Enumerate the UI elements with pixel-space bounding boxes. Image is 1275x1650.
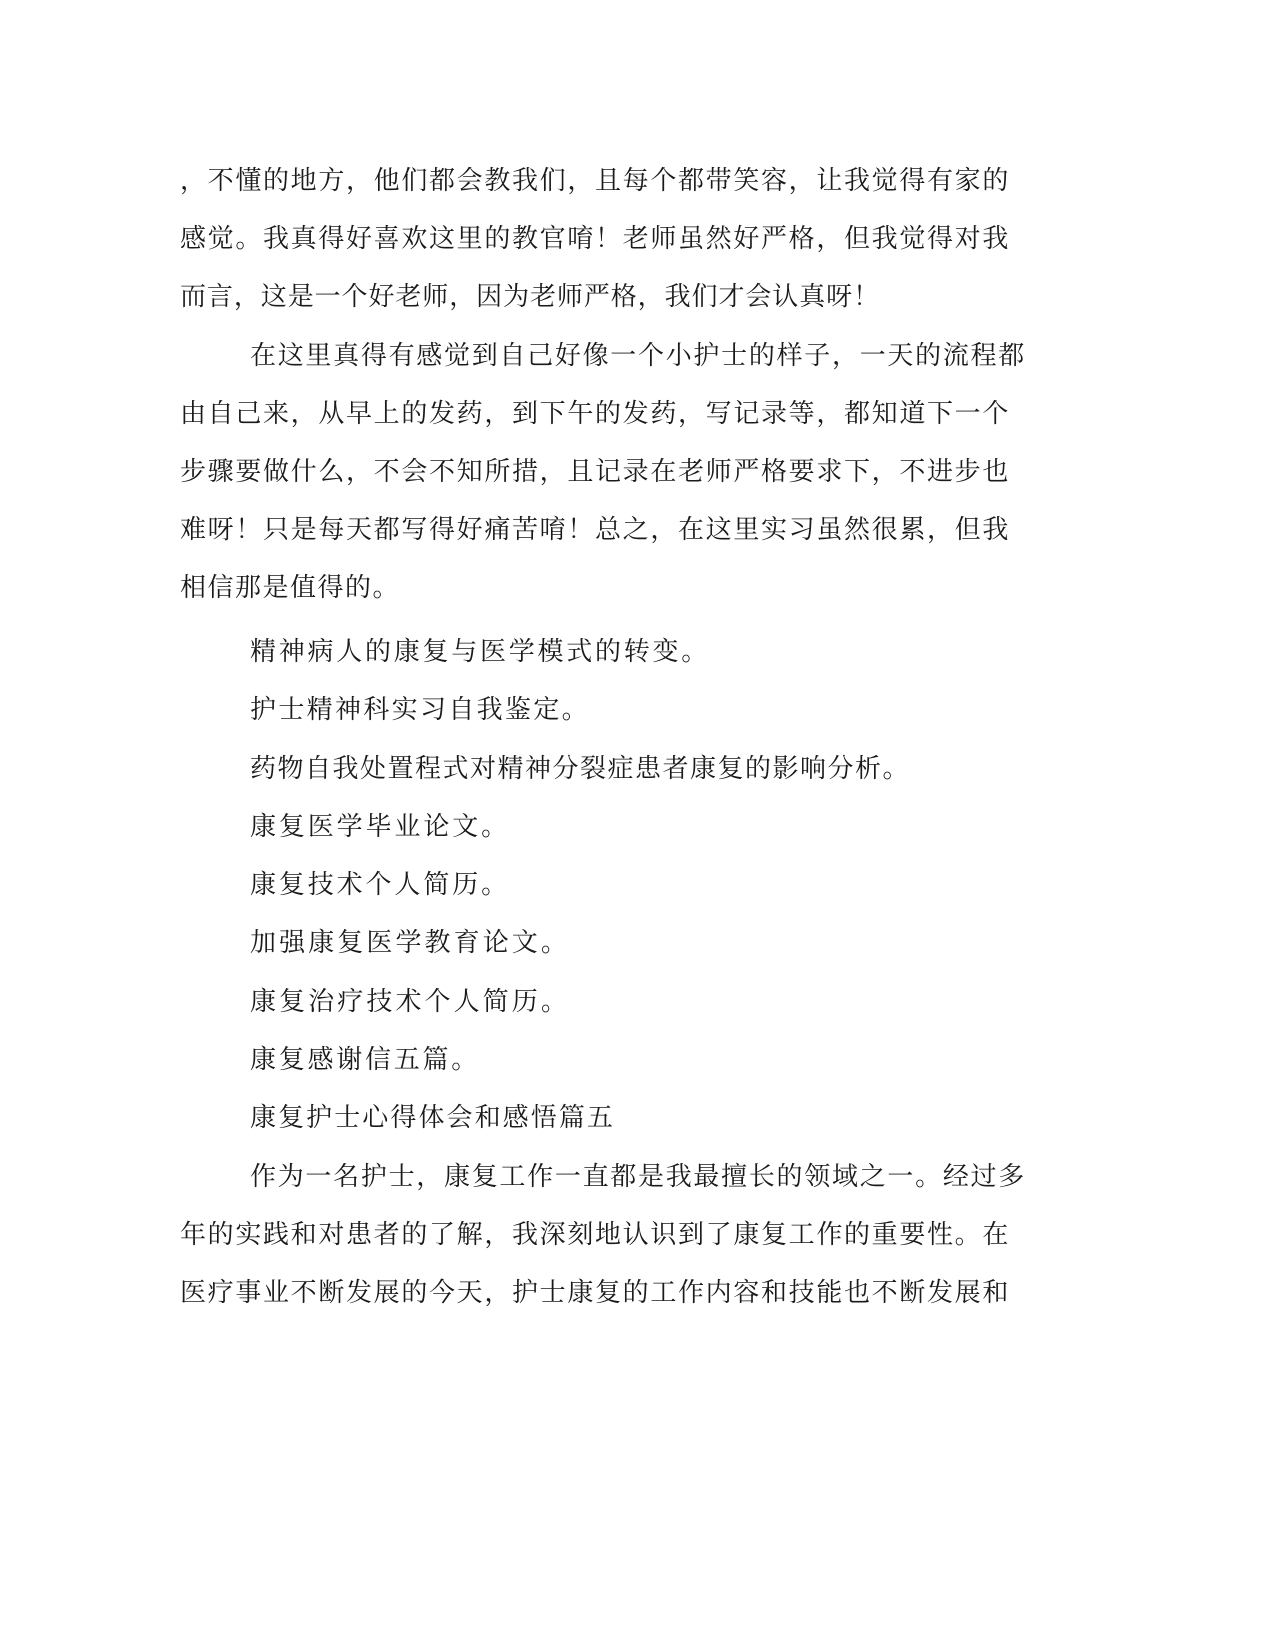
text-line: 年的实践和对患者的了解，我深刻地认识到了康复工作的重要性。在 — [180, 1220, 1010, 1250]
text-line: 作为一名护士，康复工作一直都是我最擅长的领域之一。经过多 — [250, 1162, 1026, 1192]
section-heading: 康复护士心得体会和感悟篇五 — [250, 1103, 615, 1133]
text-line: 康复技术个人简历。 — [250, 870, 510, 900]
text-line: 药物自我处置程式对精神分裂症患者康复的影响分析。 — [250, 754, 910, 784]
text-line: 相信那是值得的。 — [180, 573, 400, 603]
text-line: 而言，这是一个好老师，因为老师严格，我们才会认真呀！ — [180, 282, 880, 312]
text-line: 在这里真得有感觉到自己好像一个小护士的样子，一天的流程都 — [250, 341, 1026, 371]
text-line: 难呀！只是每天都写得好痛苦唷！总之，在这里实习虽然很累，但我 — [180, 515, 1010, 545]
text-line: 加强康复医学教育论文。 — [250, 928, 570, 958]
text-line: 护士精神科实习自我鉴定。 — [250, 695, 590, 725]
text-line: 康复感谢信五篇。 — [250, 1045, 480, 1075]
text-line: 感觉。我真得好喜欢这里的教官唷！老师虽然好严格，但我觉得对我 — [180, 224, 1010, 254]
text-line: 步骤要做什么，不会不知所措，且记录在老师严格要求下，不进步也 — [180, 457, 1010, 487]
text-line: 康复医学毕业论文。 — [250, 812, 510, 842]
text-line: ，不懂的地方，他们都会教我们，且每个都带笑容，让我觉得有家的 — [180, 166, 1010, 196]
text-line: 由自己来，从早上的发药，到下午的发药，写记录等，都知道下一个 — [180, 399, 1010, 429]
text-line: 医疗事业不断发展的今天，护士康复的工作内容和技能也不断发展和 — [180, 1278, 1010, 1308]
text-line: 精神病人的康复与医学模式的转变。 — [250, 637, 710, 667]
text-line: 康复治疗技术个人简历。 — [250, 987, 570, 1017]
